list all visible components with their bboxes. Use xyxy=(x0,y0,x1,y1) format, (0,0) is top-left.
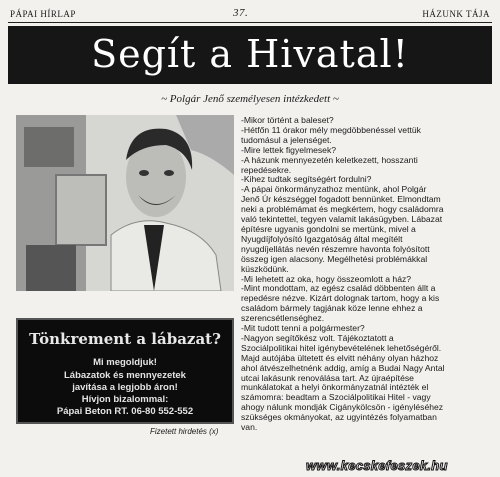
article-line: Nyugdíjfolyósító Igazgatóság által megítélt xyxy=(241,233,403,244)
article-line: -Hétfőn 11 órakor mély megdöbbenéssel vettük xyxy=(241,124,421,135)
article-line: -Mikor történt a baleset? xyxy=(241,115,334,125)
article-line: neki a problémámat és megkértem, hogy családomra xyxy=(241,204,444,215)
article-line: repedésekre. xyxy=(241,164,292,175)
article-line: -A házunk mennyezetén keletkezett, hosszanti xyxy=(241,154,418,165)
subtitle: ~ Polgár Jenő személyesen intézkedett ~ xyxy=(161,93,339,105)
article-line: tudomásul a jelenséget. xyxy=(241,134,332,145)
article-line: -Nagyon segítőkész volt. Tájékoztatott a xyxy=(241,332,394,343)
article-body xyxy=(241,116,493,433)
article-line: ahol átvészelhetnénk addig, amíg a Budai Nagy Antal xyxy=(241,362,445,373)
article-line: munkálatokat a helyi önkormányzatnál intézték el xyxy=(241,382,429,393)
newspaper-name: PÁPAI HÍRLAP xyxy=(10,9,76,19)
article-line: szerencsétlenséghez. xyxy=(241,313,325,324)
ad-line: Pápai Beton RT. 06-80 552-552 xyxy=(56,406,194,417)
article-line: repedésre nézve. Kizárt dolognak tartom, hogy a kis xyxy=(241,293,440,304)
ad-caption: Fizetett hirdetés (x) xyxy=(150,427,219,436)
article-line: építésre ugyanis gondolni se mertünk, mivel a xyxy=(241,223,416,234)
article-line: -A pápai önkormányzathoz mentünk, ahol Polgár xyxy=(241,184,427,195)
ad-line: Lábazatok és mennyezetek xyxy=(64,370,186,381)
headline-banner xyxy=(8,26,492,84)
article-line: utcai lakásunk renoválása tart. Az újraépítése xyxy=(241,372,414,383)
article-line: családom bármely tagjának köze lenne ehhez a xyxy=(241,303,423,314)
article-line: -Mire lettek figyelmesek? xyxy=(241,144,337,155)
portrait-photo xyxy=(16,115,234,291)
article-line: Majd autójába ültetett és elvitt néhány olyan házhoz xyxy=(241,352,439,363)
page-number: 37. xyxy=(233,7,249,19)
article-line: Szociálpolitikai hitel igénybevételének lehetőségéről. xyxy=(241,342,442,353)
ad-line: javítása a legjobb áron! xyxy=(72,382,178,393)
article-line: összeg igen alacsony. Megélhetési problémákkal xyxy=(241,253,428,264)
advertisement-box xyxy=(16,318,234,424)
article-line: küszködünk. xyxy=(241,263,289,274)
article-line: -Mint mondottam, az egész család döbbenten állt a xyxy=(241,283,436,294)
article-line: nyugdíjellátás nevén részemre havonta folyósított xyxy=(241,243,430,254)
portrait-illustration xyxy=(16,115,234,291)
header-rule xyxy=(8,22,492,23)
section-name: HÁZUNK TÁJA xyxy=(422,9,490,19)
page-header xyxy=(8,6,492,22)
article-line: -Kihez tudtak segítségért fordulni? xyxy=(241,174,372,185)
article-line: számomra: beadtam a Szociálpolitikai Hitel - vagy xyxy=(241,392,431,403)
watermark-url: www.kecskefeszek.hu xyxy=(306,458,448,473)
article-line: -Mi lehetett az oka, hogy összeomlott a ház? xyxy=(241,273,412,284)
article-line: -Mit tudott tenni a polgármester? xyxy=(241,323,365,334)
headline: Segít a Hivatal! xyxy=(91,32,409,76)
article-line: Jenő Úr készséggel fogadott bennünket. Elmondtam xyxy=(241,194,441,205)
article-line: szükséges okmányokat, az ugyintézés folyamatban xyxy=(241,412,437,423)
ad-line: Hívjon bizalommal: xyxy=(81,394,169,405)
ad-line: Mi megoldjuk! xyxy=(93,357,157,368)
article-line: ahogy nálunk mondják Cigánykölcsön - igényléséhez xyxy=(241,402,444,413)
article-line: való tekintettel, tegyen valamit lakásügyben. Lábazat xyxy=(241,214,443,225)
ad-headline: Tönkrement a lábazat? xyxy=(29,330,221,348)
article-line: van. xyxy=(241,422,258,433)
